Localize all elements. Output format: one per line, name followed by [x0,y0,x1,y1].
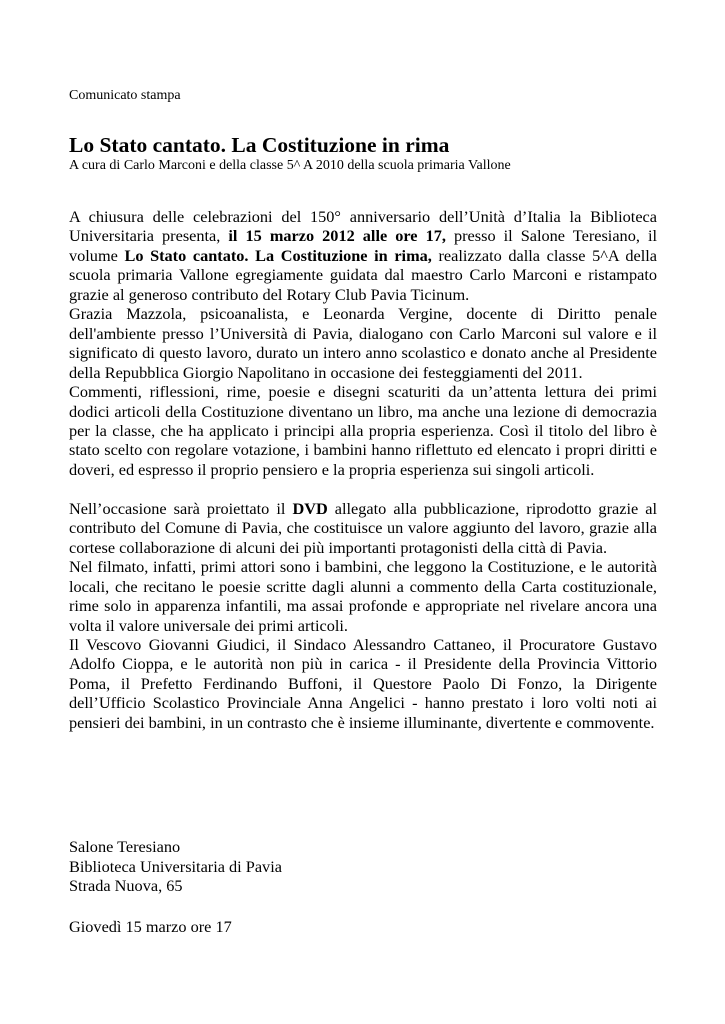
paragraph-3: Commenti, riflessioni, rime, poesie e disegni scaturiti da un’attenta lettura dei primi dodici articoli della Costituzione diventano un libro, ma anche una lezione di democrazia per la classe, che ha applicato i principi alla propria esperienza. Così il titolo del libro è stato scelto con regolare votazione, i bambini hanno riflettuto ed elencato i propri diritti e doveri, ed espresso il proprio pensiero e la propria esperienza sui singoli articoli. [69,382,657,479]
paragraph-5: Nel filmato, infatti, primi attori sono i bambini, che leggono la Costituzione, e le autorità locali, che recitano le poesie scritte dagli alunni a commento della Carta costituzionale, rime solo in apparenza infantili, ma assai profonde e appropriate nel rivelare ancora una volta il valore universale dei primi articoli. [69,557,657,635]
paragraph-4: Nell’occasione sarà proiettato il DVD allegato alla pubblicazione, riprodotto grazie al contributo del Comune di Pavia, che costituisce un valore aggiunto del lavoro, grazie alla cortese collaborazione di alcuni dei più importanti protagonisti della città di Pavia. [69,498,657,557]
event-date: Giovedì 15 marzo ore 17 [69,917,232,936]
paragraph-gap [69,479,657,498]
document-title: Lo Stato cantato. La Costituzione in rima [69,133,450,157]
address-line-2: Biblioteca Universitaria di Pavia [69,856,282,876]
document-subtitle: A cura di Carlo Marconi e della classe 5^ A 2010 della scuola primaria Vallone [69,158,511,173]
address-line-1: Salone Teresiano [69,837,181,856]
press-release-label: Comunicato stampa [69,88,181,103]
document-body [69,207,657,732]
address-line-3: Strada Nuova, 65 [69,876,183,895]
paragraph-1: A chiusura delle celebrazioni del 150° anniversario dell’Unità d’Italia la Biblioteca Universitaria presenta, il 15 marzo 2012 alle ore 17, presso il Salone Teresiano, il volume Lo Stato cantato. La Costituzione in rima, realizzato dalla classe 5^A della scuola primaria Vallone egregiamente guidata dal maestro Carlo Marconi e ristampato grazie al generoso contributo del Rotary Club Pavia Ticinum. [69,207,657,304]
paragraph-2: Grazia Mazzola, psicoanalista, e Leonarda Vergine, docente di Diritto penale dell'ambiente presso l’Università di Pavia, dialogano con Carlo Marconi sul valore e il significato di questo lavoro, durato un intero anno scolastico e donato anche al Presidente della Repubblica Giorgio Napolitano in occasione dei festeggiamenti del 2011. [69,304,657,382]
paragraph-6: Il Vescovo Giovanni Giudici, il Sindaco Alessandro Cattaneo, il Procuratore Gustavo Adolfo Cioppa, e le autorità non più in carica - il Presidente della Provincia Vittorio Poma, il Prefetto Ferdinando Buffoni, il Questore Paolo Di Fonzo, la Dirigente dell’Ufficio Scolastico Provinciale Anna Angelici - hanno prestato i loro volti noti ai pensieri dei bambini, in un contrasto che è insieme illuminante, divertente e commovente. [69,634,657,732]
venue-address [69,837,282,896]
